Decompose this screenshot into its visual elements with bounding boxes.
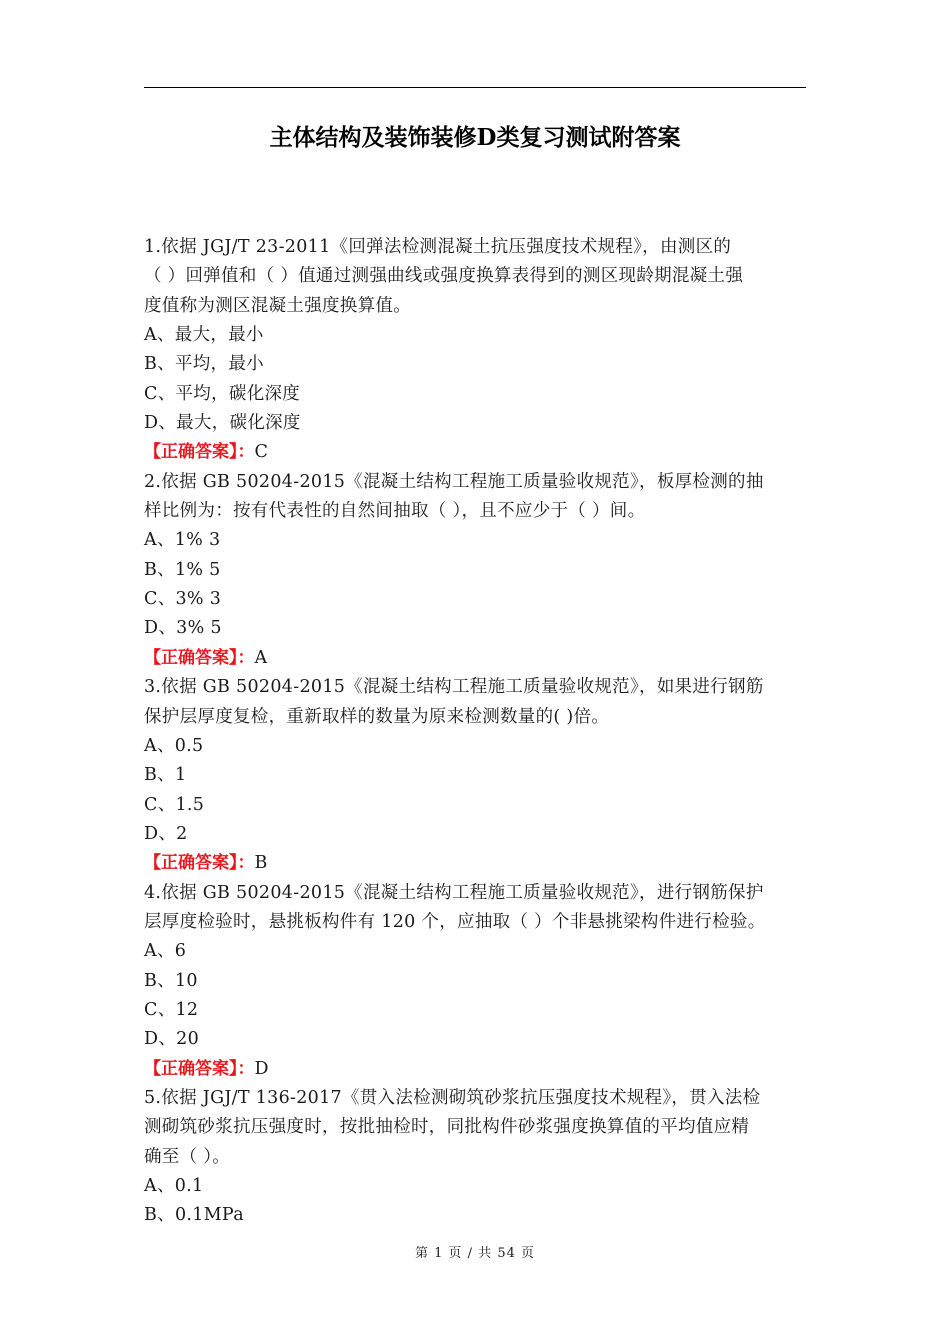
option-a: A、0.1 xyxy=(144,1176,204,1196)
page-footer: 第 1 页 / 共 54 页 xyxy=(415,1246,535,1261)
question-text: 层厚度检验时，悬挑板构件有 120 个，应抽取（ ）个非悬挑梁构件进行检验。 xyxy=(144,911,766,932)
option-a: A、0.5 xyxy=(144,735,204,756)
option-b: B、平均，最小 xyxy=(144,354,264,375)
question-text: 1.依据 JGJ/T 23-2011《回弹法检测混凝土抗压强度技术规程》，由测区的 xyxy=(144,237,732,257)
header-rule xyxy=(144,87,806,88)
question-1 xyxy=(144,233,809,468)
answer-value: D xyxy=(254,1058,269,1079)
answer-line xyxy=(144,644,809,673)
option-a: A、最大，最小 xyxy=(144,325,264,346)
option-c: C、1.5 xyxy=(144,794,205,815)
answer-value: A xyxy=(254,647,268,668)
document-title: 主体结构及装饰装修D类复习测试附答案 xyxy=(269,124,681,151)
option-c: C、3% 3 xyxy=(144,589,222,610)
question-text: 测砌筑砂浆抗压强度时，按批抽检时，同批构件砂浆强度换算值的平均值应精 xyxy=(144,1117,750,1138)
question-list xyxy=(144,233,809,1231)
option-c: C、平均，碳化深度 xyxy=(144,383,301,404)
option-b: B、1% 5 xyxy=(144,559,221,580)
answer-line xyxy=(144,1055,809,1084)
question-text: 度值称为测区混凝土强度换算值。 xyxy=(144,295,411,316)
answer-line xyxy=(144,849,809,878)
question-2 xyxy=(144,468,809,673)
option-b: B、0.1MPa xyxy=(144,1205,244,1226)
answer-label: 【正确答案】： xyxy=(144,647,255,668)
question-4 xyxy=(144,879,809,1084)
answer-value: B xyxy=(254,853,268,874)
question-3 xyxy=(144,673,809,878)
option-d: D、3% 5 xyxy=(144,618,222,639)
option-c: C、12 xyxy=(144,999,199,1020)
question-5 xyxy=(144,1084,809,1231)
question-text: 确至（ ）。 xyxy=(144,1146,231,1167)
option-a: A、1% 3 xyxy=(144,530,221,551)
option-b: B、10 xyxy=(144,970,198,991)
answer-value: C xyxy=(254,442,268,463)
question-text: （ ）回弹值和（ ）值通过测强曲线或强度换算表得到的测区现龄期混凝土强 xyxy=(144,266,744,287)
question-text: 样比例为：按有代表性的自然间抽取（ ），且不应少于（ ）间。 xyxy=(144,501,646,522)
question-text: 3.依据 GB 50204-2015《混凝土结构工程施工质量验收规范》，如果进行钢筋 xyxy=(144,677,764,698)
answer-label: 【正确答案】： xyxy=(144,853,255,874)
answer-line xyxy=(144,438,809,467)
question-text: 4.依据 GB 50204-2015《混凝土结构工程施工质量验收规范》，进行钢筋保护 xyxy=(144,882,764,903)
option-b: B、1 xyxy=(144,765,187,786)
option-a: A、6 xyxy=(144,941,187,962)
answer-label: 【正确答案】： xyxy=(144,442,255,463)
question-text: 2.依据 GB 50204-2015《混凝土结构工程施工质量验收规范》，板厚检测的抽 xyxy=(144,471,764,492)
question-text: 保护层厚度复检，重新取样的数量为原来检测数量的( )倍。 xyxy=(144,706,610,727)
option-d: D、最大，碳化深度 xyxy=(144,413,301,434)
question-text: 5.依据 JGJ/T 136-2017《贯入法检测砌筑砂浆抗压强度技术规程》，贯入法检 xyxy=(144,1087,761,1108)
option-d: D、2 xyxy=(144,823,188,844)
option-d: D、20 xyxy=(144,1029,199,1050)
answer-label: 【正确答案】： xyxy=(144,1058,255,1079)
